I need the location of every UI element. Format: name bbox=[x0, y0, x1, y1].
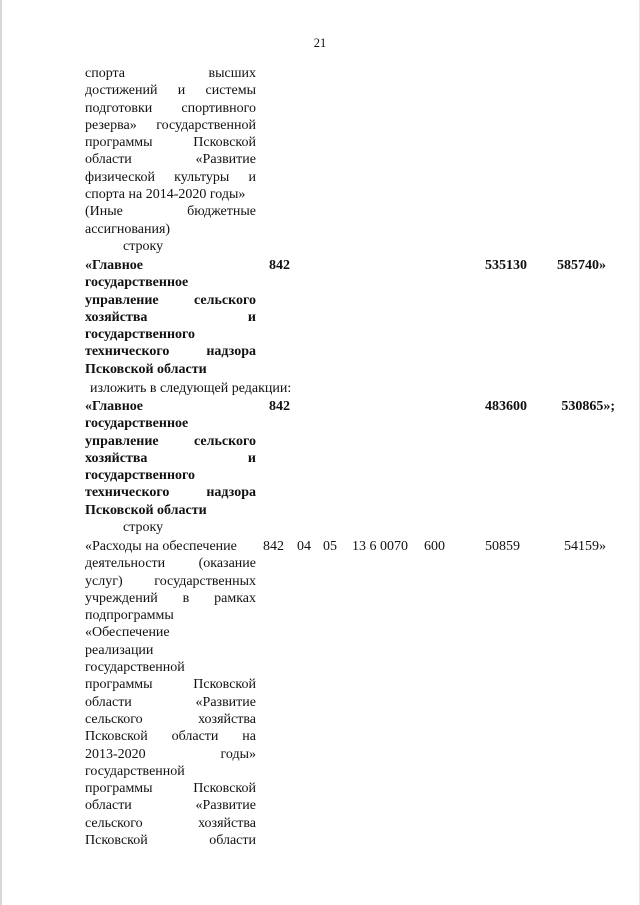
text-line: управление сельского bbox=[85, 292, 256, 308]
text-line: услуг) государственных bbox=[85, 573, 256, 589]
text-line: области «Развитие bbox=[85, 694, 256, 710]
text-line: подготовки спортивного bbox=[85, 100, 256, 116]
text-line: государственной bbox=[85, 763, 185, 779]
text-line: реализации bbox=[85, 642, 154, 658]
text-line: подпрограммы bbox=[85, 608, 174, 624]
block2-description bbox=[85, 257, 256, 378]
text-line: учреждений в рамках bbox=[85, 590, 256, 606]
text-line: физической культуры и bbox=[85, 169, 256, 185]
text-line: области «Развитие bbox=[85, 798, 256, 814]
text-line: программы Псковской bbox=[85, 135, 256, 151]
block4-value-2015: 50859 bbox=[485, 539, 520, 554]
text-line: деятельности (оказание bbox=[85, 556, 256, 572]
block4-ministry-code: 842 bbox=[263, 539, 284, 554]
text-line: достижений и системы bbox=[85, 83, 256, 99]
text-line: хозяйства и bbox=[85, 309, 256, 325]
block4-description bbox=[85, 538, 256, 849]
text-line: технического надзора bbox=[85, 485, 256, 501]
text-line: «Обеспечение bbox=[85, 625, 170, 641]
text-line: сельского хозяйства bbox=[85, 815, 256, 831]
text-line: программы Псковской bbox=[85, 781, 256, 797]
text-line: государственное bbox=[85, 416, 189, 432]
text-line: государственного bbox=[85, 468, 196, 484]
text-line: «Расходы на обеспечение bbox=[85, 539, 237, 554]
text-line: спорта высших bbox=[85, 66, 256, 81]
text-line: (Иные бюджетные bbox=[85, 204, 256, 220]
block3-value-2015: 483600 bbox=[485, 399, 527, 414]
text-line: программы Псковской bbox=[85, 677, 256, 693]
text-line: государственного bbox=[85, 327, 196, 343]
text-line: управление сельского bbox=[85, 433, 256, 449]
text-line: сельского хозяйства bbox=[85, 711, 256, 727]
text-line: ассигнования) bbox=[85, 221, 171, 237]
text-line: резерва» государственной bbox=[85, 117, 256, 133]
block3-value-2016: 530865»; bbox=[561, 399, 615, 414]
block3-ministry-code: 842 bbox=[269, 399, 290, 414]
text-line: хозяйства и bbox=[85, 450, 256, 466]
block2-ministry-code: 842 bbox=[269, 258, 290, 273]
text-line: «Главное bbox=[85, 399, 144, 414]
page-number: 21 bbox=[313, 36, 327, 50]
instruction-text: изложить в следующей редакции: bbox=[90, 381, 292, 396]
text-line: государственной bbox=[85, 660, 185, 676]
text-line: Псковской области bbox=[85, 361, 207, 377]
block4-subsection-code: 05 bbox=[323, 539, 337, 554]
text-line: «Главное bbox=[85, 258, 144, 273]
text-line: области «Развитие bbox=[85, 152, 256, 168]
text-line: технического надзора bbox=[85, 344, 256, 360]
row-word: строку bbox=[123, 238, 164, 254]
text-line: Псковской области на bbox=[85, 729, 256, 745]
block3-description bbox=[85, 398, 256, 536]
text-line: Псковской области bbox=[85, 502, 207, 518]
scan-edge-left bbox=[0, 0, 2, 905]
row-word: строку bbox=[123, 520, 164, 536]
block4-value-2016: 54159» bbox=[564, 539, 606, 554]
text-line: государственное bbox=[85, 275, 189, 291]
text-line: 2013-2020 годы» bbox=[85, 746, 256, 762]
block1-description bbox=[85, 65, 256, 255]
block2-value-2016: 585740» bbox=[557, 258, 606, 273]
text-line: спорта на 2014-2020 годы» bbox=[85, 187, 246, 203]
block2-value-2015: 535130 bbox=[485, 258, 527, 273]
block4-expense-type: 600 bbox=[424, 539, 445, 554]
text-line: Псковской области bbox=[85, 833, 256, 849]
block4-target-code: 13 6 0070 bbox=[352, 539, 408, 554]
block4-section-code: 04 bbox=[297, 539, 311, 554]
